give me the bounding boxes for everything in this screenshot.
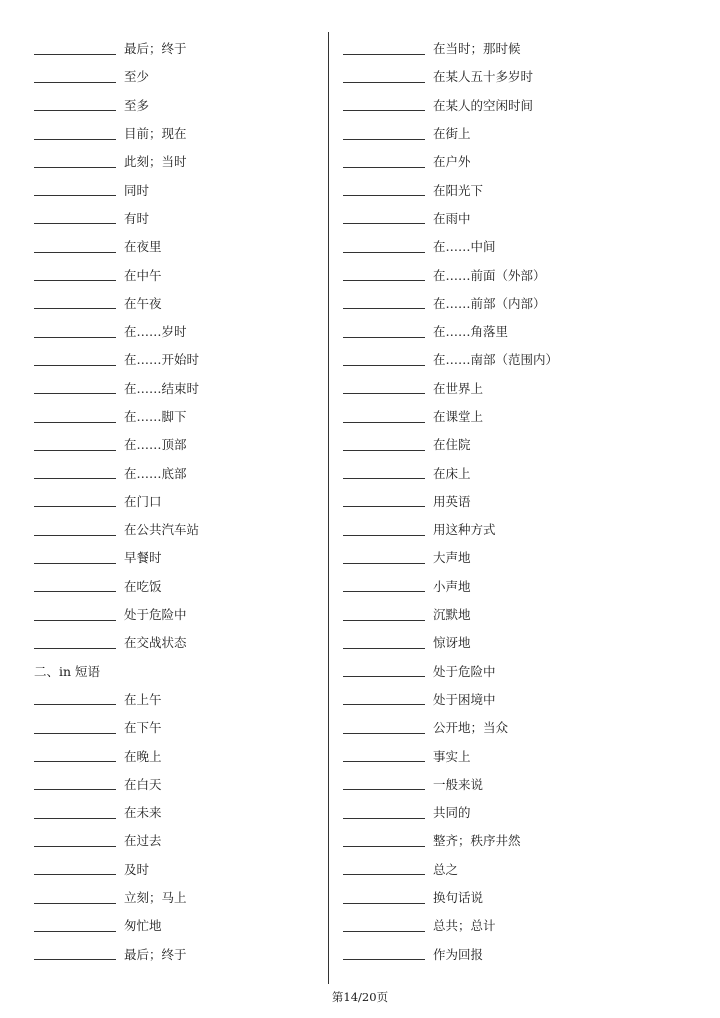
exercise-item	[34, 458, 324, 486]
answer-blank[interactable]	[34, 308, 116, 309]
chinese-meaning: 惊讶地	[433, 635, 471, 651]
chinese-meaning: 用英语	[433, 493, 471, 509]
exercise-item	[34, 402, 324, 430]
answer-blank[interactable]	[343, 82, 425, 83]
chinese-meaning: 在……开始时	[124, 352, 200, 368]
chinese-meaning: 在户外	[433, 154, 471, 170]
answer-blank[interactable]	[343, 563, 425, 564]
exercise-item	[343, 572, 693, 600]
answer-blank[interactable]	[34, 620, 116, 621]
chinese-meaning: 立刻；马上	[124, 890, 187, 906]
exercise-item	[34, 572, 324, 600]
answer-blank[interactable]	[34, 280, 116, 281]
chinese-meaning: 最后；终于	[124, 946, 187, 962]
exercise-item	[34, 487, 324, 515]
chinese-meaning: 早餐时	[124, 550, 162, 566]
chinese-meaning: 在交战状态	[124, 635, 187, 651]
answer-blank[interactable]	[34, 139, 116, 140]
chinese-meaning: 在……中间	[433, 239, 496, 255]
exercise-item	[34, 260, 324, 288]
exercise-item	[34, 515, 324, 543]
chinese-meaning: 在夜里	[124, 239, 162, 255]
chinese-meaning: 在……结束时	[124, 380, 200, 396]
answer-blank[interactable]	[343, 761, 425, 762]
answer-blank[interactable]	[343, 337, 425, 338]
exercise-item	[343, 855, 693, 883]
chinese-meaning: 在……岁时	[124, 324, 187, 340]
exercise-item	[343, 600, 693, 628]
answer-blank[interactable]	[343, 591, 425, 592]
exercise-item	[34, 62, 324, 90]
exercise-item	[34, 345, 324, 373]
chinese-meaning: 最后；终于	[124, 41, 187, 57]
chinese-meaning: 在吃饭	[124, 578, 162, 594]
exercise-item	[34, 430, 324, 458]
answer-blank[interactable]	[34, 535, 116, 536]
exercise-item	[34, 232, 324, 260]
answer-blank[interactable]	[34, 704, 116, 705]
chinese-meaning: 在阳光下	[433, 182, 484, 198]
exercise-item	[343, 175, 693, 203]
chinese-meaning: 有时	[124, 210, 150, 226]
answer-blank[interactable]	[343, 280, 425, 281]
chinese-meaning: 在街上	[433, 126, 471, 142]
chinese-meaning: 在过去	[124, 833, 162, 849]
answer-blank[interactable]	[343, 535, 425, 536]
answer-blank[interactable]	[34, 846, 116, 847]
chinese-meaning: 作为回报	[433, 946, 484, 962]
answer-blank[interactable]	[343, 620, 425, 621]
answer-blank[interactable]	[34, 874, 116, 875]
answer-blank[interactable]	[343, 676, 425, 677]
exercise-item	[343, 147, 693, 175]
chinese-meaning: 在晚上	[124, 748, 162, 764]
exercise-item	[343, 883, 693, 911]
exercise-item	[34, 770, 324, 798]
exercise-item	[343, 911, 693, 939]
answer-blank[interactable]	[343, 846, 425, 847]
exercise-item	[343, 628, 693, 656]
chinese-meaning: 在……底部	[124, 465, 187, 481]
chinese-meaning: 公开地；当众	[433, 720, 509, 736]
left-column	[34, 34, 324, 968]
answer-blank[interactable]	[34, 591, 116, 592]
chinese-meaning: 在午夜	[124, 295, 162, 311]
right-column	[343, 34, 693, 968]
exercise-item	[343, 62, 693, 90]
answer-blank[interactable]	[34, 422, 116, 423]
chinese-meaning: 在……脚下	[124, 409, 187, 424]
chinese-meaning: 在中午	[124, 267, 162, 283]
answer-blank[interactable]	[343, 506, 425, 507]
answer-blank[interactable]	[343, 365, 425, 366]
answer-blank[interactable]	[34, 761, 116, 762]
page-number: 第14/20页	[331, 990, 389, 1004]
exercise-item	[343, 260, 693, 288]
exercise-item	[343, 543, 693, 571]
chinese-meaning: 至少	[124, 69, 150, 85]
exercise-item	[34, 147, 324, 175]
exercise-item	[343, 826, 693, 854]
answer-blank[interactable]	[34, 110, 116, 111]
chinese-meaning: 总之	[433, 861, 459, 877]
chinese-meaning: 处于危险中	[433, 663, 496, 679]
answer-blank[interactable]	[343, 54, 425, 55]
answer-blank[interactable]	[343, 733, 425, 734]
exercise-item	[343, 91, 693, 119]
chinese-meaning: 换句话说	[433, 890, 484, 906]
chinese-meaning: 至多	[124, 97, 150, 113]
section-heading: 二、in 短语	[34, 663, 101, 679]
exercise-item	[343, 345, 693, 373]
chinese-meaning: 在……顶部	[124, 437, 187, 453]
answer-blank[interactable]	[34, 365, 116, 366]
exercise-item	[34, 374, 324, 402]
answer-blank[interactable]	[34, 223, 116, 224]
answer-blank[interactable]	[343, 648, 425, 649]
chinese-meaning: 在住院	[433, 437, 471, 453]
chinese-meaning: 在当时；那时候	[433, 41, 521, 57]
answer-blank[interactable]	[343, 874, 425, 875]
chinese-meaning: 在床上	[433, 465, 471, 481]
chinese-meaning: 在未来	[124, 805, 162, 821]
exercise-item	[34, 204, 324, 232]
chinese-meaning: 一般来说	[433, 776, 484, 792]
answer-blank[interactable]	[34, 959, 116, 960]
chinese-meaning: 在上午	[124, 691, 162, 707]
chinese-meaning: 在课堂上	[433, 409, 484, 424]
chinese-meaning: 在……南部（范围内）	[433, 352, 559, 368]
exercise-item	[343, 657, 693, 685]
exercise-item	[34, 34, 324, 62]
exercise-item	[34, 685, 324, 713]
chinese-meaning: 事实上	[433, 748, 471, 764]
answer-blank[interactable]	[34, 252, 116, 253]
chinese-meaning: 在门口	[124, 493, 162, 509]
chinese-meaning: 小声地	[433, 578, 471, 594]
chinese-meaning: 在……前面（外部）	[433, 267, 546, 283]
chinese-meaning: 匆忙地	[124, 918, 162, 934]
answer-blank[interactable]	[34, 337, 116, 338]
exercise-item	[343, 798, 693, 826]
chinese-meaning: 在……前部（内部）	[433, 295, 546, 311]
column-divider	[328, 32, 329, 984]
chinese-meaning: 在某人的空闲时间	[433, 97, 534, 113]
exercise-item	[34, 91, 324, 119]
exercise-item	[343, 374, 693, 402]
exercise-item	[34, 713, 324, 741]
answer-blank[interactable]	[343, 422, 425, 423]
answer-blank[interactable]	[343, 223, 425, 224]
chinese-meaning: 目前；现在	[124, 126, 187, 142]
answer-blank[interactable]	[343, 195, 425, 196]
exercise-item	[34, 600, 324, 628]
exercise-item	[34, 175, 324, 203]
answer-blank[interactable]	[343, 252, 425, 253]
answer-blank[interactable]	[343, 903, 425, 904]
answer-blank[interactable]	[34, 167, 116, 168]
exercise-item	[343, 34, 693, 62]
exercise-item	[34, 940, 324, 968]
answer-blank[interactable]	[34, 506, 116, 507]
answer-blank[interactable]	[343, 959, 425, 960]
answer-blank[interactable]	[343, 450, 425, 451]
exercise-item	[343, 770, 693, 798]
chinese-meaning: 在下午	[124, 720, 162, 736]
chinese-meaning: 处于危险中	[124, 607, 187, 623]
answer-blank[interactable]	[34, 818, 116, 819]
chinese-meaning: 整齐；秩序井然	[433, 833, 521, 849]
exercise-item	[343, 741, 693, 769]
chinese-meaning: 在公共汽车站	[124, 522, 200, 538]
answer-blank[interactable]	[34, 54, 116, 55]
exercise-item	[343, 119, 693, 147]
exercise-item	[343, 430, 693, 458]
answer-blank[interactable]	[34, 393, 116, 394]
answer-blank[interactable]	[34, 733, 116, 734]
exercise-item	[34, 883, 324, 911]
chinese-meaning: 在雨中	[433, 210, 471, 226]
answer-blank[interactable]	[34, 789, 116, 790]
chinese-meaning: 在某人五十多岁时	[433, 69, 534, 85]
chinese-meaning: 共同的	[433, 805, 471, 821]
chinese-meaning: 总共；总计	[433, 918, 496, 934]
exercise-item	[34, 628, 324, 656]
chinese-meaning: 此刻；当时	[124, 154, 187, 170]
exercise-item	[34, 798, 324, 826]
chinese-meaning: 在白天	[124, 776, 162, 792]
chinese-meaning: 沉默地	[433, 607, 471, 623]
exercise-item	[34, 317, 324, 345]
exercise-item	[343, 685, 693, 713]
answer-blank[interactable]	[343, 704, 425, 705]
exercise-item	[343, 204, 693, 232]
chinese-meaning: 处于困境中	[433, 691, 496, 707]
exercise-item	[34, 911, 324, 939]
exercise-item	[343, 487, 693, 515]
exercise-item	[34, 119, 324, 147]
answer-blank[interactable]	[343, 931, 425, 932]
exercise-item	[343, 289, 693, 317]
exercise-item	[343, 402, 693, 430]
chinese-meaning: 大声地	[433, 550, 471, 566]
answer-blank[interactable]	[343, 308, 425, 309]
exercise-item	[34, 289, 324, 317]
exercise-item	[343, 940, 693, 968]
answer-blank[interactable]	[34, 563, 116, 564]
answer-blank[interactable]	[34, 478, 116, 479]
answer-blank[interactable]	[343, 393, 425, 394]
exercise-item	[343, 317, 693, 345]
chinese-meaning: 在世界上	[433, 380, 484, 396]
answer-blank[interactable]	[34, 195, 116, 196]
answer-blank[interactable]	[34, 903, 116, 904]
answer-blank[interactable]	[34, 82, 116, 83]
chinese-meaning: 用这种方式	[433, 522, 496, 538]
exercise-item	[343, 515, 693, 543]
answer-blank[interactable]	[343, 110, 425, 111]
answer-blank[interactable]	[343, 789, 425, 790]
exercise-item	[34, 826, 324, 854]
exercise-item	[343, 713, 693, 741]
answer-blank[interactable]	[343, 139, 425, 140]
exercise-item	[343, 458, 693, 486]
answer-blank[interactable]	[34, 931, 116, 932]
chinese-meaning: 同时	[124, 182, 150, 198]
answer-blank[interactable]	[343, 818, 425, 819]
answer-blank[interactable]	[343, 167, 425, 168]
answer-blank[interactable]	[343, 478, 425, 479]
exercise-item	[34, 855, 324, 883]
exercise-item	[34, 741, 324, 769]
answer-blank[interactable]	[34, 648, 116, 649]
exercise-item	[34, 543, 324, 571]
chinese-meaning: 在……角落里	[433, 324, 509, 340]
answer-blank[interactable]	[34, 450, 116, 451]
exercise-item	[343, 232, 693, 260]
chinese-meaning: 及时	[124, 861, 150, 877]
